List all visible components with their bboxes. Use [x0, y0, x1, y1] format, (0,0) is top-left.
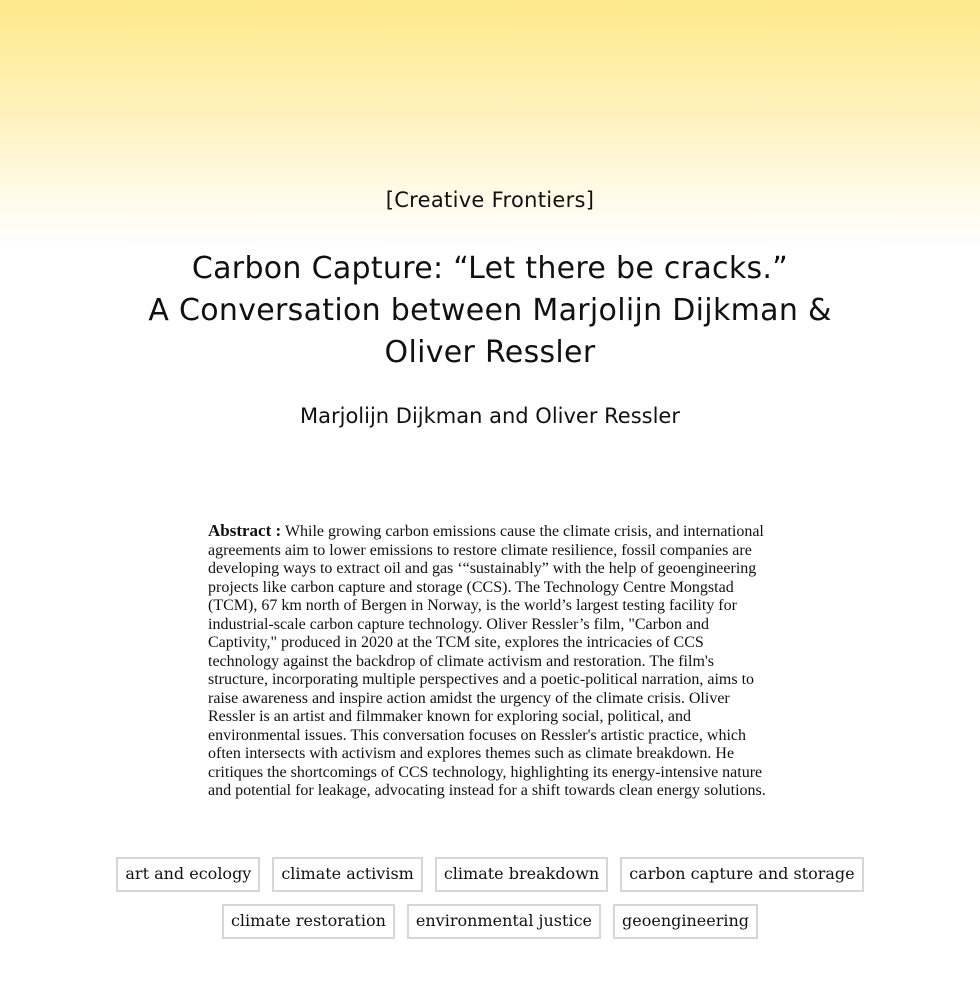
keyword-tag-geoengineering[interactable]: geoengineering — [613, 904, 758, 939]
article-title-line-3: Oliver Ressler — [384, 335, 596, 370]
article-authors[interactable]: Marjolijn Dijkman and Oliver Ressler — [300, 404, 680, 428]
article-title-line-1: Carbon Capture: “Let there be cracks.” — [191, 251, 789, 286]
keyword-tag-carbon-capture-and-storage[interactable]: carbon capture and storage — [620, 857, 863, 892]
keyword-tag-climate-breakdown[interactable]: climate breakdown — [435, 857, 608, 892]
keyword-tag-art-and-ecology[interactable]: art and ecology — [116, 857, 260, 892]
section-label[interactable]: [Creative Frontiers] — [385, 188, 595, 212]
abstract-text: While growing carbon emissions cause the climate crisis, and international agreements aim to lower emissions to restore climate resilience, fossil companies are developing ways to extract oil and gas ‘“sustainably” with the help of geoengineering projects like carbon capture and storage (CCS). The Technology Centre Mongstad (TCM), 67 km north of Bergen in Norway, is the world’s largest testing facility for industrial-scale carbon capture technology. Oliver Ressler’s film, "Carbon and Captivity," produced in 2020 at the TCM site, explores the intricacies of CCS technology against the backdrop of climate activism and restoration. The film's structure, incorporating multiple perspectives and a poetic-political narration, aims to raise awareness and inspire action amidst the urgency of the climate crisis. Oliver Ressler is an artist and filmmaker known for exploring social, political, and environmental issues. This conversation focuses on Ressler's artistic practice, which often intersects with activism and explores themes such as climate breakdown. He critiques the shortcomings of CCS technology, highlighting its energy-intensive nature and potential for leakage, advocating instead for a shift towards clean energy solutions. — [208, 523, 766, 799]
article-title — [90, 248, 890, 374]
keyword-list — [110, 857, 870, 939]
keyword-tag-climate-restoration[interactable]: climate restoration — [222, 904, 395, 939]
abstract-label: Abstract : — [208, 521, 282, 540]
article-title-line-2: A Conversation between Marjolijn Dijkman & — [148, 293, 832, 328]
keyword-tag-climate-activism[interactable]: climate activism — [272, 857, 422, 892]
abstract — [208, 522, 776, 801]
keyword-tag-environmental-justice[interactable]: environmental justice — [407, 904, 601, 939]
